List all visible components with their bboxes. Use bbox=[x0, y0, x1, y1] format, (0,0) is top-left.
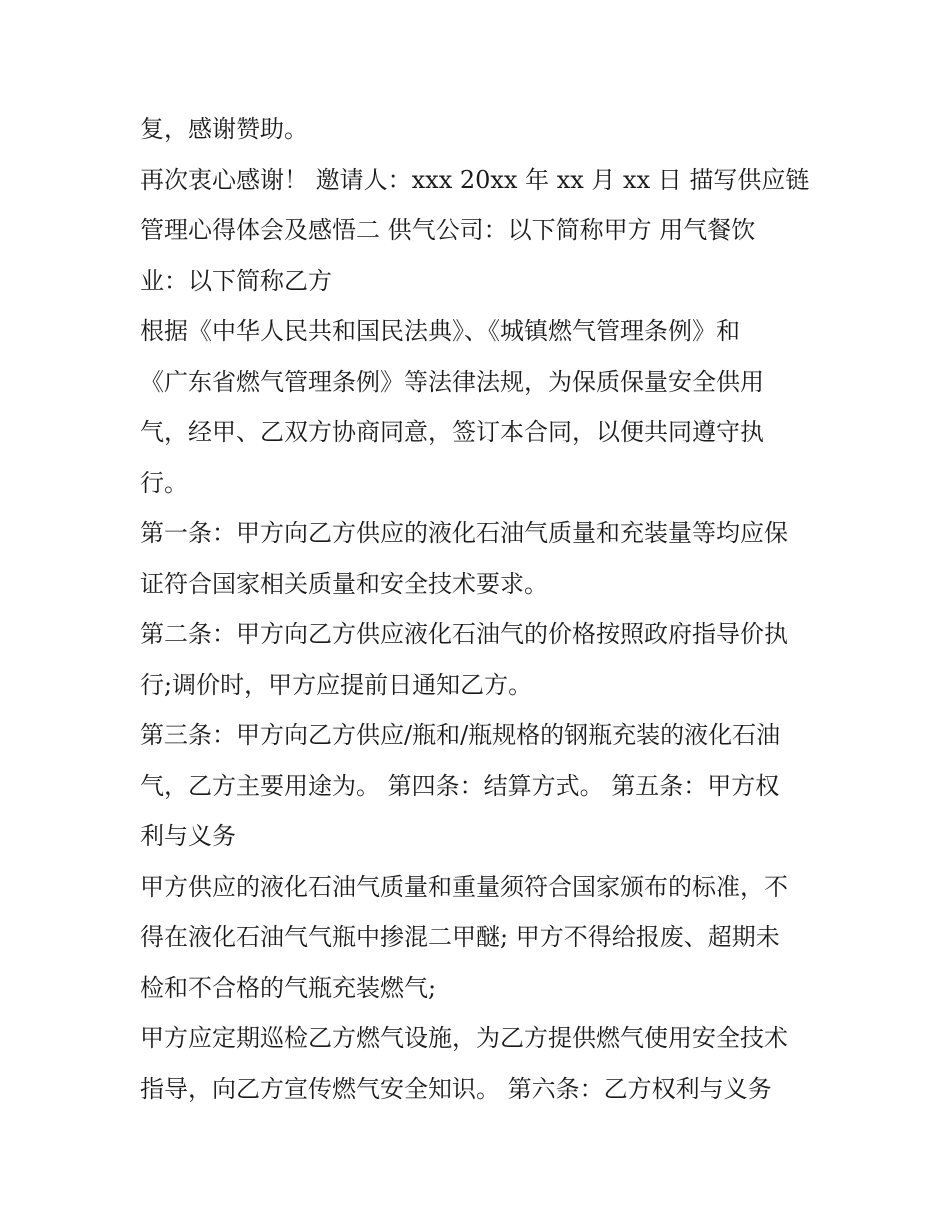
text-line: 指导，向乙方宣传燃气安全知识。 第六条：乙方权利与义务 bbox=[140, 1074, 772, 1103]
text-line: 《广东省燃气管理条例》等法律法规，为保质保量安全供用 bbox=[140, 367, 764, 396]
text-line: 气，乙方主要用途为。 第四条：结算方式。 第五条：甲方权 bbox=[140, 771, 780, 800]
paragraph-party-a-quality bbox=[140, 862, 830, 1014]
text-line: 甲方应定期巡检乙方燃气设施，为乙方提供燃气使用安全技术 bbox=[140, 1024, 788, 1052]
text-line: 再次衷心感谢！ 邀请人：xxx 20xx 年 xx 月 xx 日 描写供应链 bbox=[140, 165, 810, 194]
paragraph-closing-thanks bbox=[140, 104, 830, 155]
text-line: 气，经甲、乙双方协商同意，签订本合同，以便共同遵守执 bbox=[140, 418, 764, 446]
text-line: 根据《中华人民共和国民法典》、《城镇燃气管理条例》和 bbox=[140, 317, 740, 345]
paragraph-party-a-inspection bbox=[140, 1013, 830, 1114]
text-line: 检和不合格的气瓶充装燃气; bbox=[140, 973, 437, 1002]
text-line: 第三条：甲方向乙方供应/瓶和/瓶规格的钢瓶充装的液化石油 bbox=[140, 721, 781, 749]
text-line: 管理心得体会及感悟二 供气公司：以下简称甲方 用气餐饮 bbox=[140, 216, 756, 244]
text-line: 甲方供应的液化石油气质量和重量须符合国家颁布的标准，不 bbox=[140, 872, 788, 901]
paragraph-inviter-header bbox=[140, 155, 830, 307]
paragraph-article-1 bbox=[140, 508, 830, 609]
document-body bbox=[140, 104, 830, 1114]
text-line: 利与义务 bbox=[140, 822, 236, 850]
text-line: 第二条：甲方向乙方供应液化石油气的价格按照政府指导价执 bbox=[140, 620, 788, 648]
text-line: 得在液化石油气气瓶中掺混二甲醚; 甲方不得给报废、超期未 bbox=[140, 923, 780, 951]
text-line: 证符合国家相关质量和安全技术要求。 bbox=[140, 569, 548, 598]
paragraph-article-2 bbox=[140, 609, 830, 710]
text-line: 行。 bbox=[140, 468, 188, 497]
text-line: 复，感谢赞助。 bbox=[140, 115, 308, 143]
text-line: 业：以下简称乙方 bbox=[140, 266, 332, 295]
text-line: 第一条：甲方向乙方供应的液化石油气质量和充装量等均应保 bbox=[140, 519, 788, 547]
text-line: 行;调价时，甲方应提前日通知乙方。 bbox=[140, 670, 533, 699]
paragraph-legal-basis bbox=[140, 306, 830, 508]
paragraph-article-3-5 bbox=[140, 710, 830, 862]
